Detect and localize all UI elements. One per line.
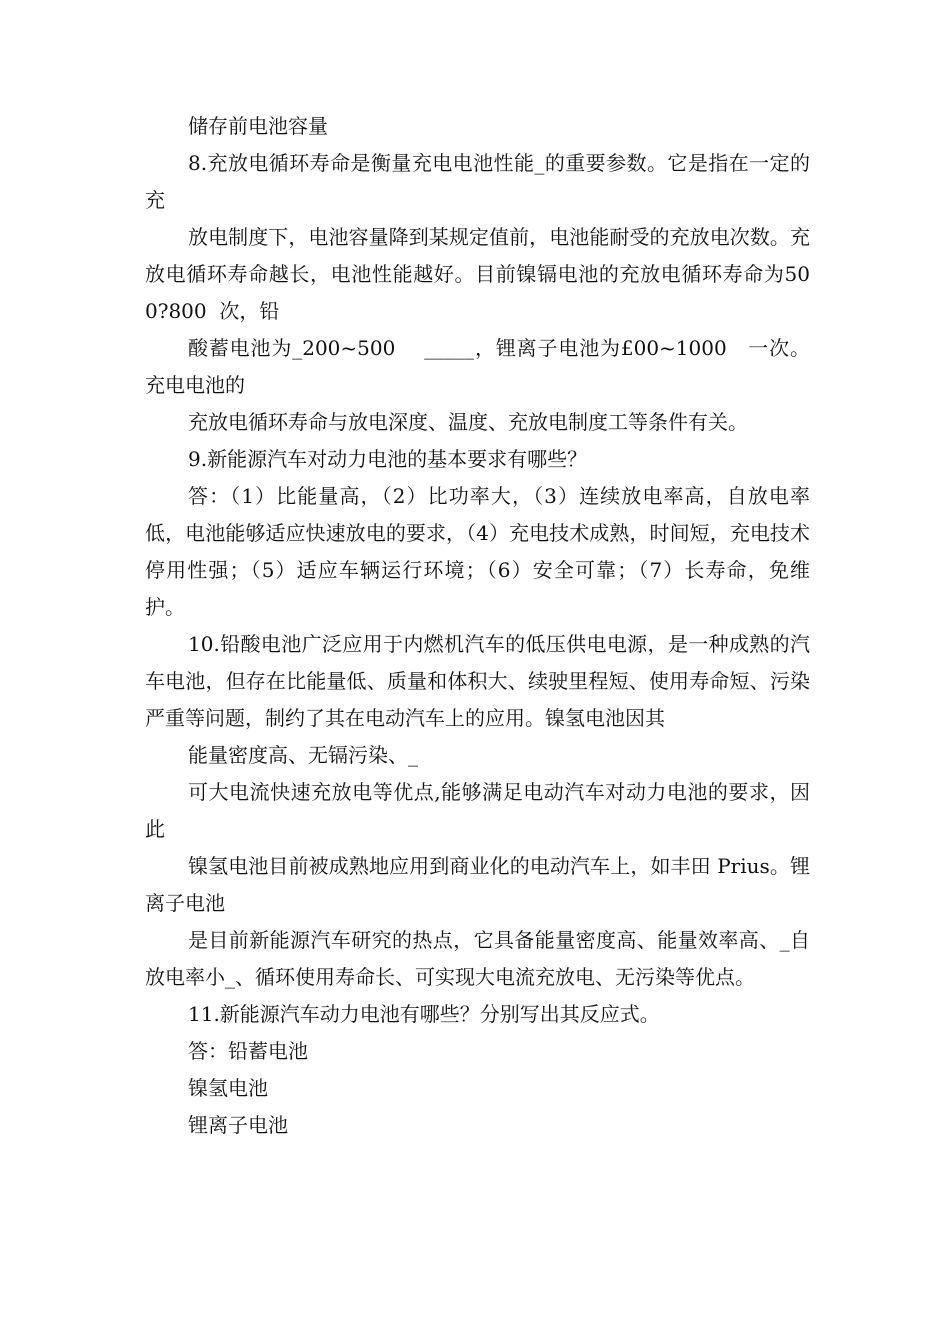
paragraph-q10-lead-acid: 10.铅酸电池广泛应用于内燃机汽车的低压供电电源，是一种成熟的汽车电池，但存在比能量低、质量和体积大、续驶里程短、使用寿命短、污染严重等问题，制约了其在电动汽车上的应用。镍氢电池因其: [145, 632, 810, 730]
paragraph-q10-prius: 镍氢电池目前被成熟地应用到商业化的电动汽车上，如丰田 Prius。锂离子电池: [145, 854, 810, 915]
paragraph-q11-nimh: 镍氢电池: [188, 1076, 268, 1100]
paragraph-q11-lead: 答：铅蓄电池: [188, 1039, 308, 1063]
paragraph-q9-question: 9.新能源汽车对动力电池的基本要求有哪些？: [188, 447, 588, 471]
paragraph-q8-cycle-life: 放电制度下，电池容量降到某规定值前，电池能耐受的充放电次数。充放电循环寿命越长，电池性能越好。目前镍镉电池的充放电循环寿命为500?800 次，铅: [145, 225, 810, 323]
paragraph-q9-answer: 答：（1）比能量高，（2）比功率大，（3）连续放电率高，自放电率低，电池能够适应快速放电的要求，（4）充电技术成熟，时间短，充电技术停用性强；（5）适应车辆运行环境；（6）安全可靠；（7）长寿命，免维护。: [145, 484, 810, 619]
paragraph-q10-nimh-features: 能量密度高、无镉污染、_: [188, 743, 418, 767]
paragraph-q11-li-ion: 锂离子电池: [188, 1113, 288, 1137]
document-body: [145, 108, 810, 1144]
paragraph-q8-conditions: 充放电循环寿命与放电深度、温度、充放电制度工等条件有关。: [188, 410, 748, 434]
paragraph-storage-capacity: 储存前电池容量: [188, 114, 328, 138]
paragraph-q8-intro: 8.充放电循环寿命是衡量充电电池性能_的重要参数。它是指在一定的充: [145, 151, 810, 212]
paragraph-q10-fast-charge: 可大电流快速充放电等优点,能够满足电动汽车对动力电池的要求，因此: [145, 780, 810, 841]
paragraph-q10-li-ion: 是目前新能源汽车研究的热点，它具备能量密度高、能量效率高、_自放电率小_、循环使用寿命长、可实现大电流充放电、无污染等优点。: [145, 928, 810, 989]
paragraph-q8-lead-acid: 酸蓄电池为_200~500 _____，锂离子电池为£00~1000 一次。充电电池的: [145, 336, 810, 397]
paragraph-q11-question: 11.新能源汽车动力电池有哪些？分别写出其反应式。: [188, 1002, 660, 1026]
